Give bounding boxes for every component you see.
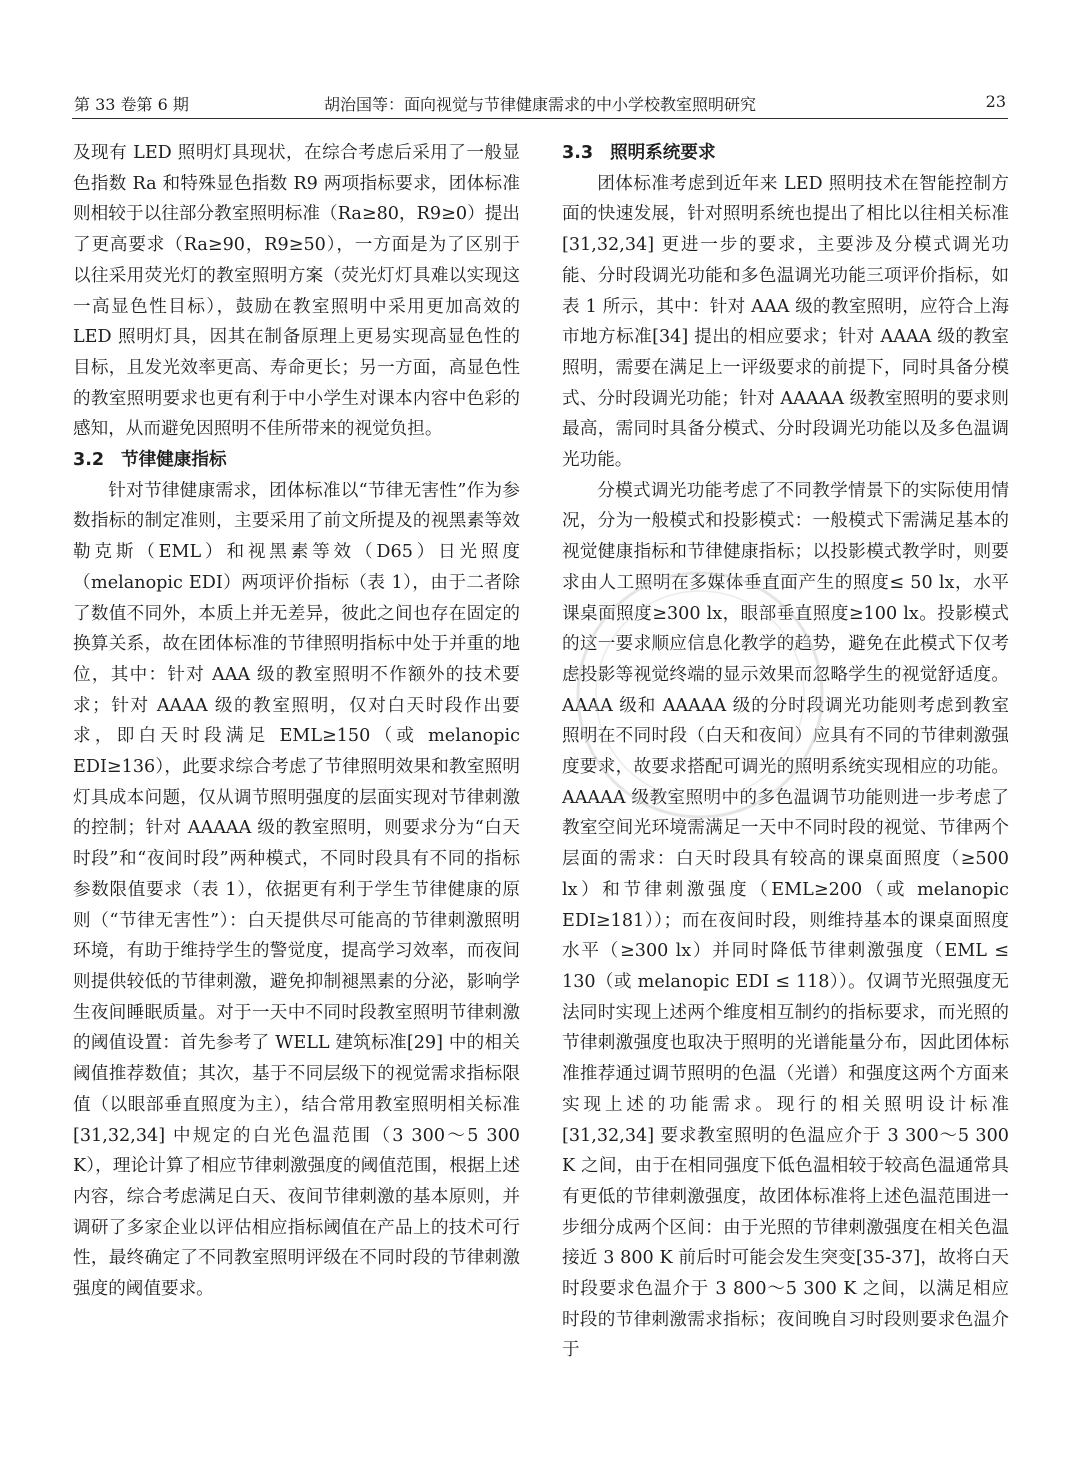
running-title: 胡治国等：面向视觉与节律健康需求的中小学校教室照明研究 xyxy=(323,95,756,114)
running-header xyxy=(72,88,1008,119)
section-title: 节律健康指标 xyxy=(121,450,227,471)
right-column xyxy=(562,138,1009,1366)
section-number: 3.2 xyxy=(73,450,105,471)
paragraph-lighting-system: 团体标准考虑到近年来 LED 照明技术在智能控制方面的快速发展，针对照明系统也提出了相比以往相关标准[31,32,34] 更进一步的要求，主要涉及分模式调光功能、分时段调光功能和多色温调光功能三项评价指标，如表 1 所示，其中：针对 AAA 级的教室照明，应符合上海市地方标准[34] 提出的相应要求；针对 AAAA 级的教室照明，需要在满足上一评级要求的前提下，同时具备分模式、分时段调光功能；针对 AAAAA 级教室照明的要求则最高，需同时具备分模式、分时段调光功能以及多色温调光功能。 xyxy=(562,173,1009,471)
journal-volume-issue: 第 33 卷第 6 期 xyxy=(74,95,189,114)
paragraph-dimming-modes: 分模式调光功能考虑了不同教学情景下的实际使用情况，分为一般模式和投影模式：一般模式下需满足基本的视觉健康指标和节律健康指标；以投影模式教学时，则要求由人工照明在多媒体垂直面产生的照度≤ 50 lx，水平课桌面照度≥300 lx，眼部垂直照度≥100 lx。投影模式的这一要求顺应信息化教学的趋势，避免在此模式下仅考虑投影等视觉终端的显示效果而忽略学生的视觉舒适度。AAAA 级和 AAAAA 级的分时段调光功能则考虑到教室照明在不同时段（白天和夜间）应具有不同的节律刺激强度要求，故要求搭配可调光的照明系统实现相应的功能。AAAAA 级教室照明中的多色温调节功能则进一步考虑了教室空间光环境需满足一天中不同时段的视觉、节律两个层面的需求：白天时段具有较高的课桌面照度（≥500 lx）和节律刺激强度（EML≥200（或 melanopic EDI≥181））；而在夜间时段，则维持基本的课桌面照度水平（≥300 lx）并同时降低节律刺激强度（EML ≤ 130（或 melanopic EDI ≤ 118））。仅调节光照强度无法同时实现上述两个维度相互制约的指标要求，而光照的节律刺激强度也取决于照明的光谱能量分布，因此团体标准推荐通过调节照明的色温（光谱）和强度这两个方面来实现上述的功能需求。现行的相关照明设计标准[31,32,34] 要求教室照明的色温应介于 3 300～5 300 K 之间，由于在相同强度下低色温相较于较高色温通常具有更低的节律刺激强度，故团体标准将上述色温范围进一步细分成两个区间：由于光照的节律刺激强度在相关色温接近 3 800 K 前后时可能会发生突变[35-37]，故将白天时段要求色温介于 3 800～5 300 K 之间，以满足相应时段的节律刺激需求指标；夜间晚自习时段则要求色温介于 xyxy=(562,480,1009,1361)
left-column xyxy=(73,138,520,1305)
page-number: 23 xyxy=(985,92,1006,111)
section-heading-3-2 xyxy=(73,445,520,476)
paragraph-circadian-health: 针对节律健康需求，团体标准以“节律无害性”作为参数指标的制定准则，主要采用了前文所提及的视黑素等效勒克斯（EML）和视黑素等效（D65）日光照度（melanopic EDI）两项评价指标（表 1），由于二者除了数值不同外，本质上并无差异，彼此之间也存在固定的换算关系，故在团体标准的节律照明指标中处于并重的地位，其中：针对 AAA 级的教室照明不作额外的技术要求；针对 AAAA 级的教室照明，仅对白天时段作出要求，即白天时段满足 EML≥150（或 melanopic EDI≥136），此要求综合考虑了节律照明效果和教室照明灯具成本问题，仅从调节照明强度的层面实现对节律刺激的控制；针对 AAAAA 级的教室照明，则要求分为“白天时段”和“夜间时段”两种模式，不同时段具有不同的指标参数限值要求（表 1），依据更有利于学生节律健康的原则（“节律无害性”）：白天提供尽可能高的节律刺激照明环境，有助于维持学生的警觉度，提高学习效率，而夜间则提供较低的节律刺激，避免抑制褪黑素的分泌，影响学生夜间睡眠质量。对于一天中不同时段教室照明节律刺激的阈值设置：首先参考了 WELL 建筑标准[29] 中的相关阈值推荐数值；其次，基于不同层级下的视觉需求指标限值（以眼部垂直照度为主），结合常用教室照明相关标准[31,32,34] 中规定的白光色温范围（3 300～5 300 K），理论计算了相应节律刺激强度的阈值范围，根据上述内容，综合考虑满足白天、夜间节律刺激的基本原则，并调研了多家企业以评估相应指标阈值在产品上的技术可行性，最终确定了不同教室照明评级在不同时段的节律刺激强度的阈值要求。 xyxy=(73,480,520,1300)
section-title: 照明系统要求 xyxy=(610,143,716,163)
section-number: 3.3 xyxy=(562,143,594,163)
paragraph-color-rendering: 及现有 LED 照明灯具现状，在综合考虑后采用了一般显色指数 Ra 和特殊显色指数 R9 两项指标要求，团体标准则相较于以往部分教室照明标准（Ra≥80，R9≥0）提出了更高要求（Ra≥90，R9≥50），一方面是为了区别于以往采用荧光灯的教室照明方案（荧光灯灯具难以实现这一高显色性目标），鼓励在教室照明中采用更加高效的 LED 照明灯具，因其在制备原理上更易实现高显色性的目标，且发光效率更高、寿命更长；另一方面，高显色性的教室照明要求也更有利于中小学生对课本内容中色彩的感知，从而避免因照明不佳所带来的视觉负担。 xyxy=(73,143,520,440)
section-heading-3-3 xyxy=(562,138,1009,169)
